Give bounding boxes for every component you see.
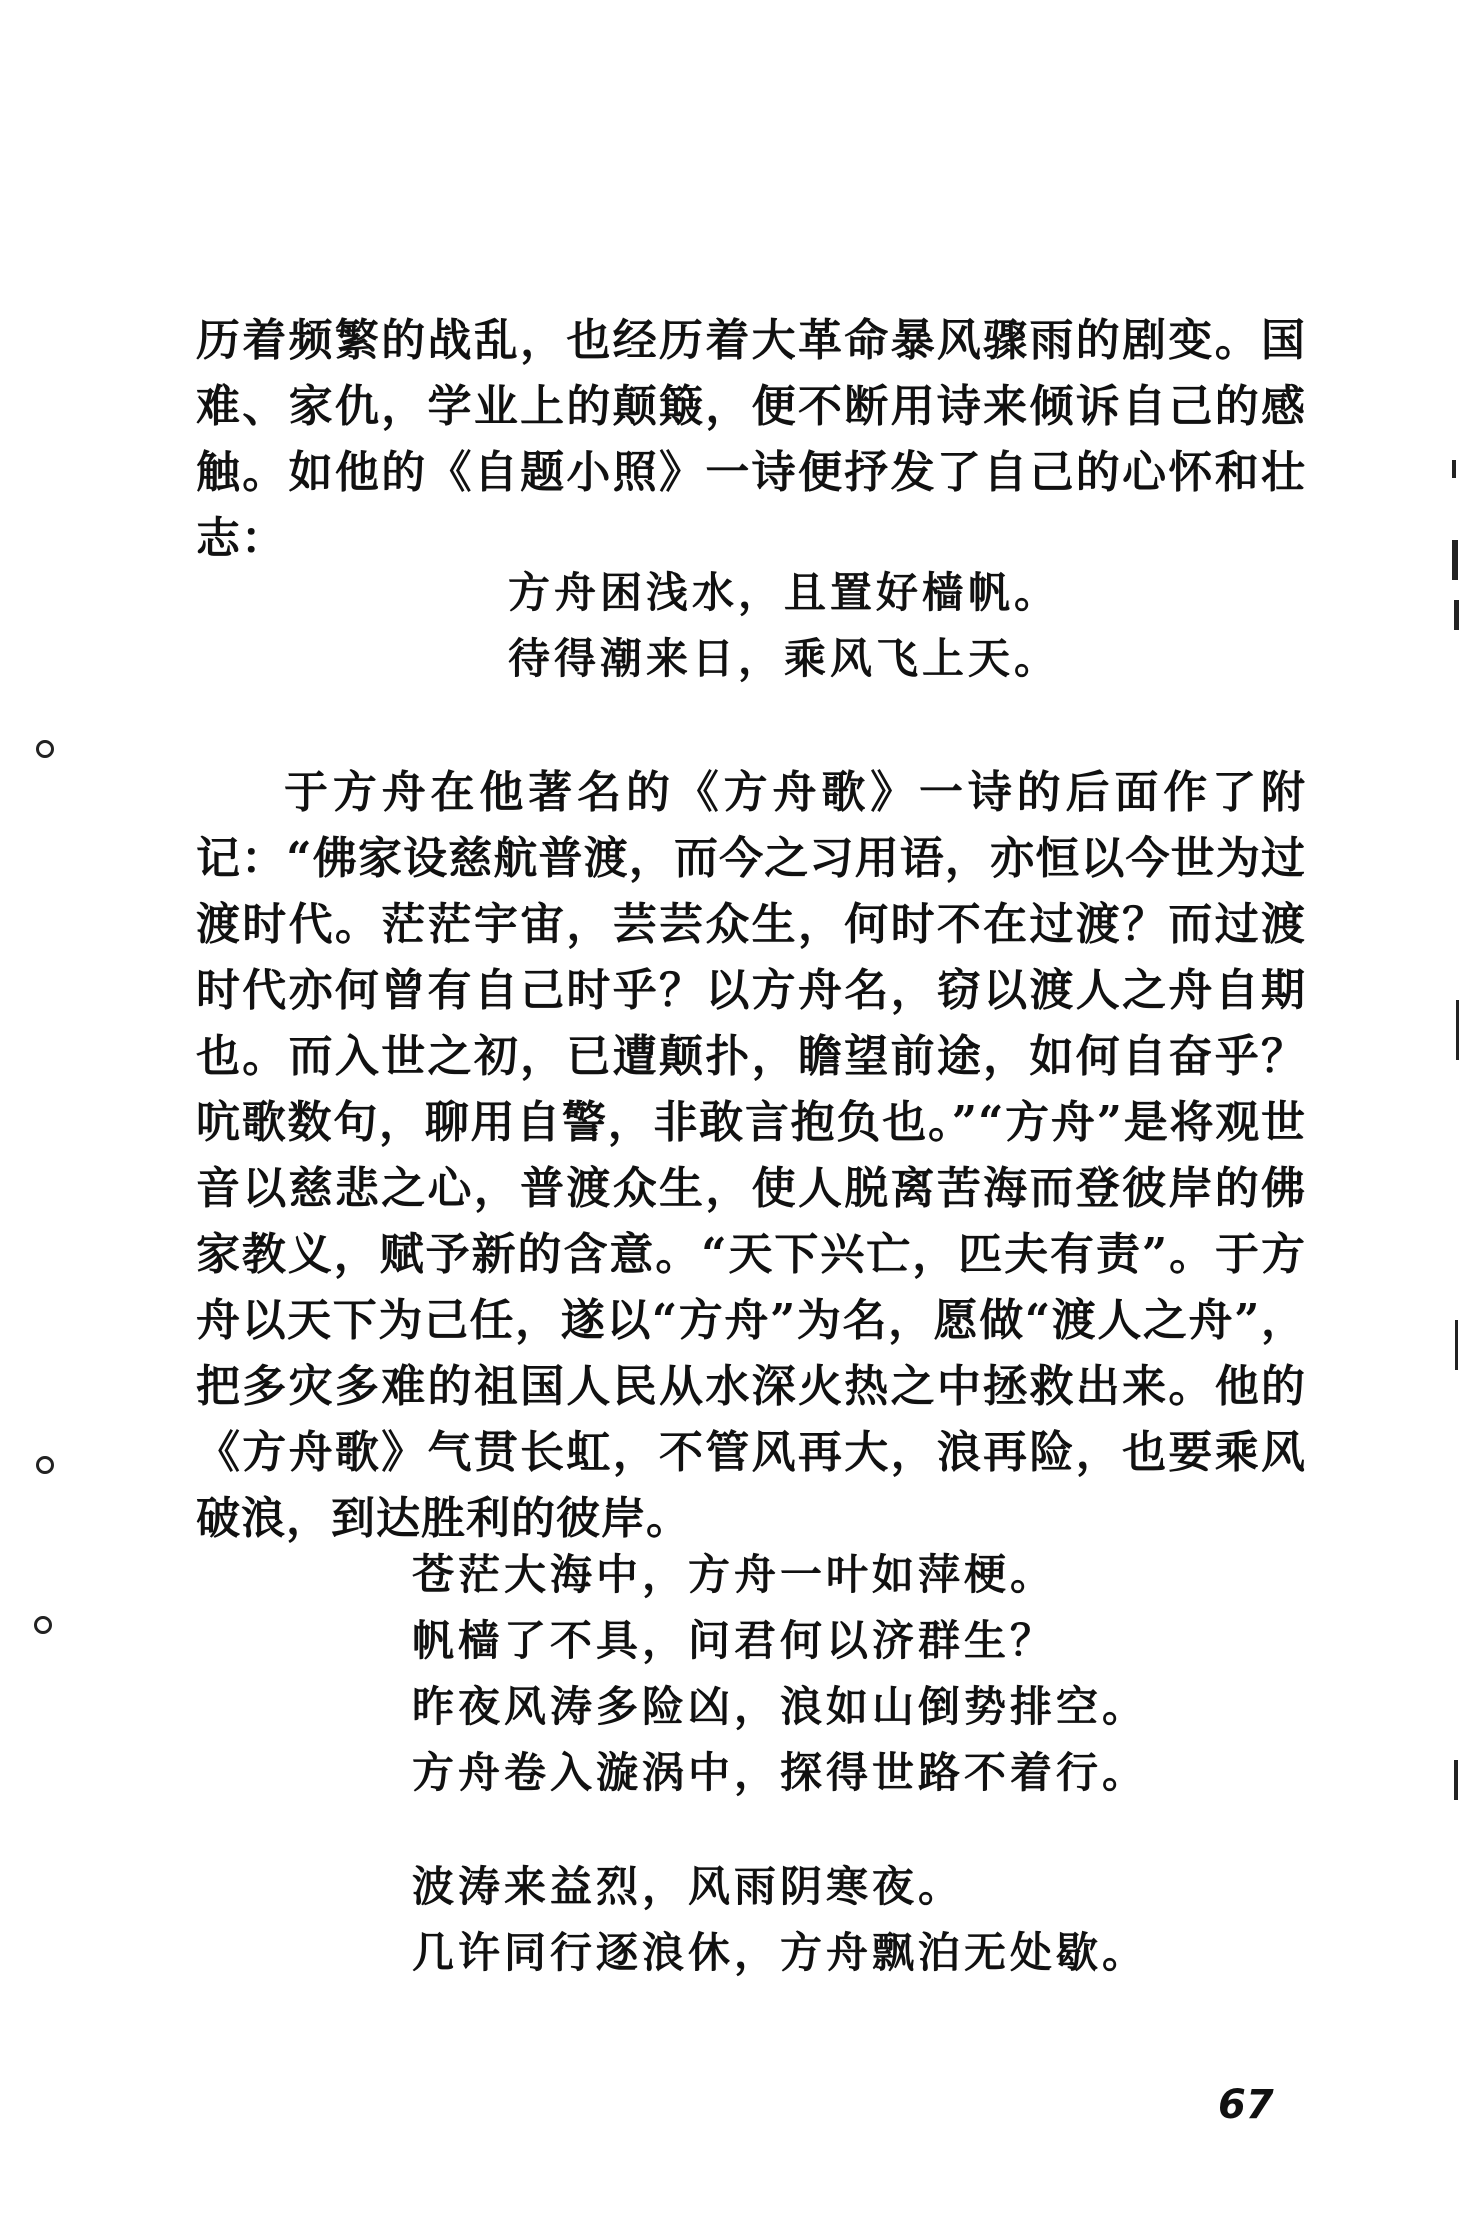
poem-line: 几许同行逐浪休，方舟飘泊无处歇。 [412,1928,1149,1977]
poem-line: 方舟卷入漩涡中，探得世路不着行。 [412,1748,1149,1797]
page-number: 67 [1218,2082,1274,2128]
poem-line: 方舟困浅水，且置好樯帆。 [508,568,1061,617]
scan-speck [1456,1000,1459,1060]
scan-speck [1454,1760,1458,1800]
binding-hole-mark [34,1616,52,1634]
binding-hole-mark [36,1456,54,1474]
paragraph-annotation [196,760,1306,1552]
scan-speck [1455,1320,1458,1370]
poem-self-portrait [508,560,1060,692]
poem-line: 波涛来益烈，风雨阴寒夜。 [412,1862,965,1911]
scan-speck [1452,540,1458,580]
poem-line: 待得潮来日，乘风飞上天。 [508,634,1061,683]
paragraph-annotation-text: 于方舟在他著名的《方舟歌》一诗的后面作了附记：“佛家设慈航普渡，而今之习用语，亦恒以今世为过渡时代。茫茫宇宙，芸芸众生，何时不在过渡？而过渡时代亦何曾有自己时乎？以方舟名，窃以渡人之舟自期也。而入世之初，已遭颠扑，瞻望前途，如何自奋乎？吭歌数句，聊用自警，非敢言抱负也。”“方舟”是将观世音以慈悲之心，普渡众生，使人脱离苦海而登彼岸的佛家教义，赋予新的含意。“天下兴亡，匹夫有责”。于方舟以天下为己任，遂以“方舟”为名，愿做“渡人之舟”，把多灾多难的祖国人民从水深火热之中拯救出来。他的《方舟歌》气贯长虹，不管风再大，浪再险，也要乘风破浪，到达胜利的彼岸。 [196,767,1306,1544]
scan-speck [1452,460,1456,478]
paragraph-intro-text: 历着频繁的战乱，也经历着大革命暴风骤雨的剧变。国难、家仇，学业上的颠簸，便不断用诗来倾诉自己的感触。如他的《自题小照》一诗便抒发了自己的心怀和壮志： [196,315,1306,564]
scan-speck [1454,600,1459,630]
paragraph-intro [196,308,1306,572]
poem-fangzhou-song [412,1542,1148,1986]
binding-hole-mark [36,740,54,758]
poem-line: 昨夜风涛多险凶，浪如山倒势排空。 [412,1682,1149,1731]
poem-line: 帆樯了不具，问君何以济群生？ [412,1616,1057,1665]
poem-line: 苍茫大海中，方舟一叶如萍梗。 [412,1550,1057,1599]
stanza-gap [412,1806,1148,1854]
